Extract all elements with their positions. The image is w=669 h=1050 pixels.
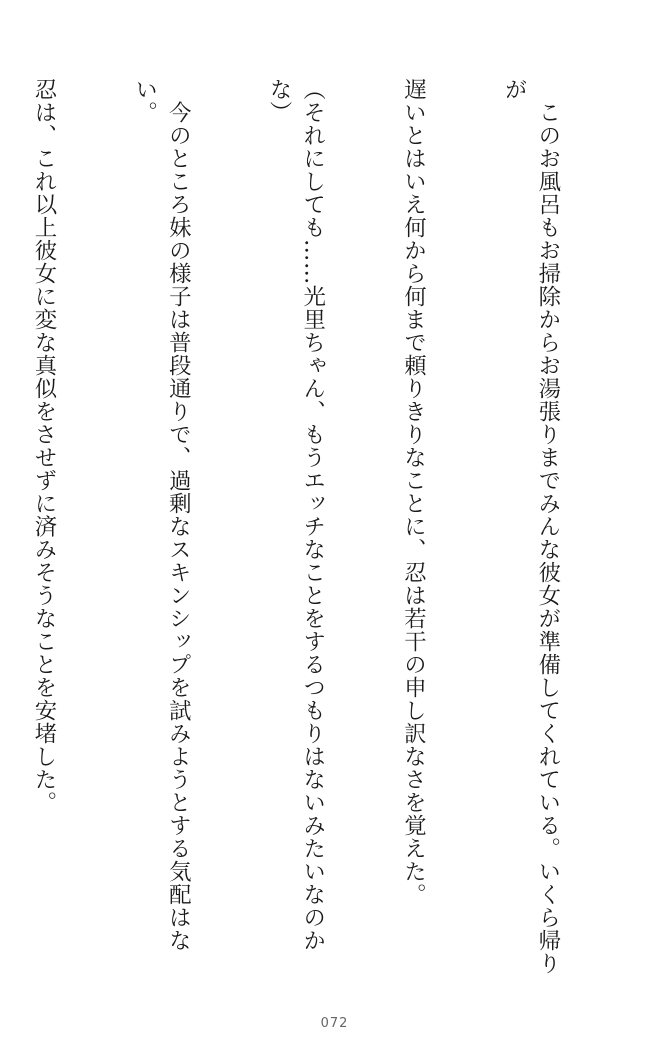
page-number: 072 <box>320 1016 349 1031</box>
vertical-text-body <box>0 78 631 978</box>
text-line-5: 忍は、これ以上彼女に変な真似をさせずに済みそうなことを安堵した。 <box>30 78 57 814</box>
text-line-1: このお風呂もお掃除からお湯張りまでみんな彼女が準備してくれている。いくら帰りが <box>501 78 561 975</box>
text-line-4: 今のところ妹の様子は普段通りで、過剰なスキンシップを試みようとする気配はない。 <box>131 78 192 952</box>
text-line-2: 遅いとはいえ何から何まで頼りきりなことに、忍は若干の申し訳なさを覚えた。 <box>400 78 427 906</box>
text-line-3: （それにしても……光里ちゃん、もうエッチなことをするつもりはないみたいなのかな） <box>266 78 326 952</box>
